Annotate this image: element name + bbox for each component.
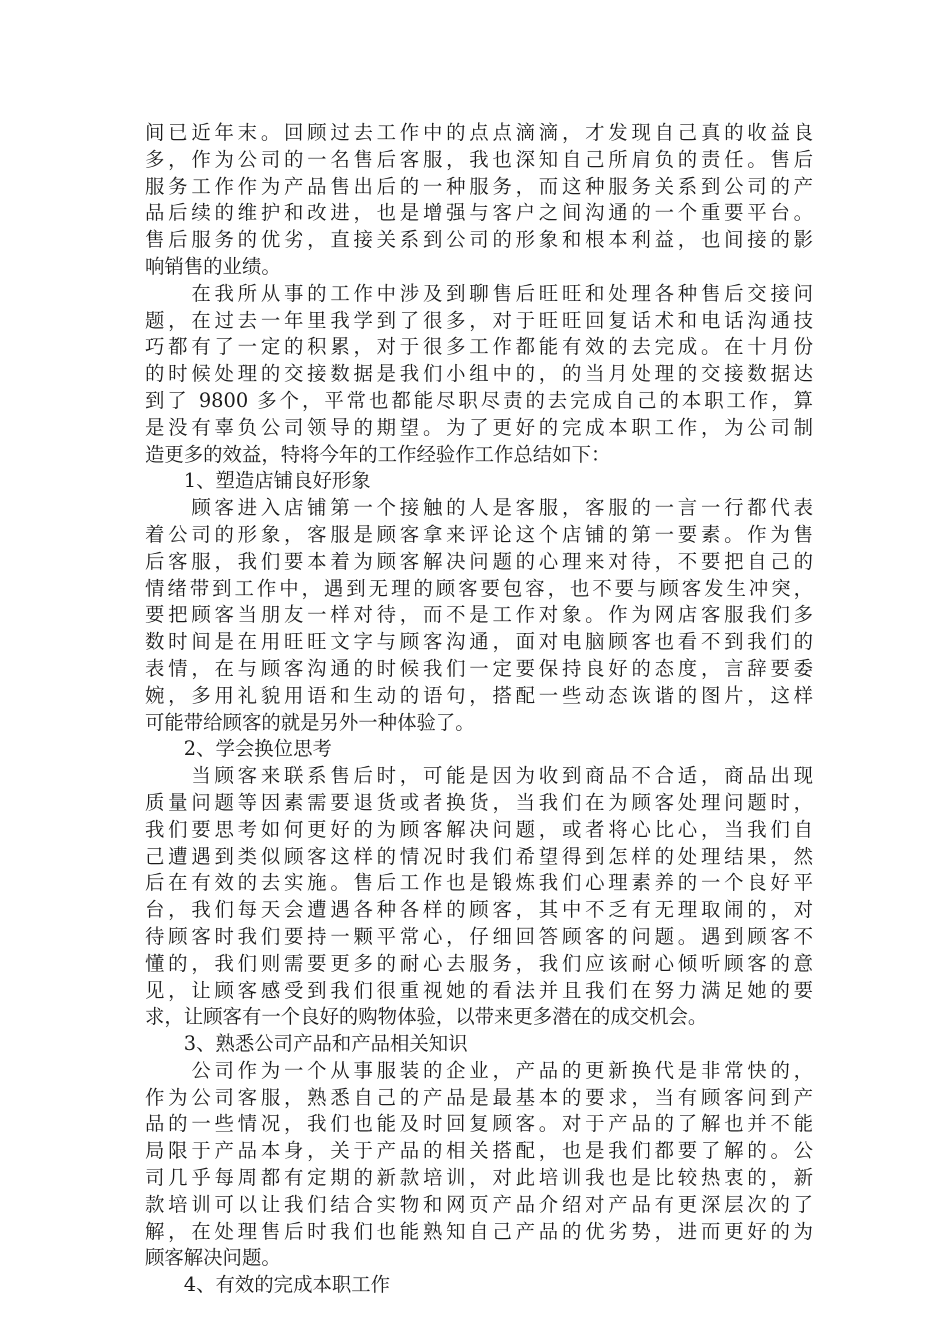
text-line: 顾客进入店铺第一个接触的人是客服，客服的一言一行都代表 [145,496,813,520]
text-line: 服务工作作为产品售出后的一种服务，而这种服务关系到公司的产 [145,174,813,198]
text-line: 解，在处理售后时我们也能熟知自己产品的优劣势，进而更好的为 [145,1219,813,1243]
text-line: 作为公司客服，熟悉自己的产品是最基本的要求，当有顾客问到产 [145,1085,813,1109]
text-line: 间已近年末。回顾过去工作中的点点滴滴，才发现自己真的收益良 [145,121,813,144]
text-line: 品后续的维护和改进，也是增强与客户之间沟通的一个重要平台。 [145,201,813,225]
text-line: 巧都有了一定的积累，对于很多工作都能有效的去完成。在十月份 [145,335,813,359]
text-line: 品的一些情况，我们也能及时回复顾客。对于产品的了解也并不能 [145,1112,813,1136]
text-line: 售后服务的优劣，直接关系到公司的形象和根本利益，也间接的影 [145,228,813,252]
text-line: 响销售的业绩。 [145,254,281,278]
text-line: 到了 9800 多个，平常也都能尽职尽责的去完成自己的本职工作，算 [145,388,813,412]
text-line: 造更多的效益，特将今年的工作经验作工作总结如下： [145,442,611,466]
text-line: 可能带给顾客的就是另外一种体验了。 [145,710,475,734]
text-line: 题，在过去一年里我学到了很多，对于旺旺回复话术和电话沟通技 [145,308,813,332]
text-line: 司几乎每周都有定期的新款培训，对此培训我也是比较热衷的，新 [145,1166,813,1190]
text-line: 的时候处理的交接数据是我们小组中的，的当月处理的交接数据达 [145,362,813,386]
text-line: 待顾客时我们要持一颗平常心，仔细回答顾客的问题。遇到顾客不 [145,924,813,948]
text-line: 2、学会换位思考 [145,737,332,761]
text-line: 4、有效的完成本职工作 [145,1273,391,1297]
text-line: 后在有效的去实施。售后工作也是锻炼我们心理素养的一个良好平 [145,871,813,895]
text-line: 局限于产品本身，关于产品的相关搭配，也是我们都要了解的。公 [145,1139,813,1163]
text-line: 顾客解决问题。 [145,1246,281,1270]
text-line: 质量问题等因素需要退货或者换货，当我们在为顾客处理问题时， [145,790,813,814]
text-line: 1、塑造店铺良好形象 [145,469,371,493]
text-line: 多，作为公司的一名售后客服，我也深知自己所肩负的责任。售后 [145,147,813,171]
text-line: 情绪带到工作中，遇到无理的顾客要包容，也不要与顾客发生冲突， [145,576,813,600]
text-line: 款培训可以让我们结合实物和网页产品介绍对产品有更深层次的了 [145,1192,813,1216]
text-line: 己遭遇到类似顾客这样的情况时我们希望得到怎样的处理结果，然 [145,844,813,868]
text-line: 在我所从事的工作中涉及到聊售后旺旺和处理各种售后交接问 [145,281,813,305]
text-line: 当顾客来联系售后时，可能是因为收到商品不合适，商品出现 [145,764,813,788]
text-line: 表情，在与顾客沟通的时候我们一定要保持良好的态度，言辞要委 [145,656,813,680]
text-line: 懂的，我们则需要更多的耐心去服务，我们应该耐心倾听顾客的意 [145,951,813,975]
text-line: 台，我们每天会遭遇各种各样的顾客，其中不乏有无理取闹的，对 [145,898,813,922]
text-line: 是没有辜负公司领导的期望。为了更好的完成本职工作，为公司制 [145,415,813,439]
text-line: 要把顾客当朋友一样对待，而不是工作对象。作为网店客服我们多 [145,603,813,627]
text-line: 见，让顾客感受到我们很重视她的看法并且我们在努力满足她的要 [145,978,813,1002]
text-line: 3、熟悉公司产品和产品相关知识 [145,1032,468,1056]
text-line: 着公司的形象，客服是顾客拿来评论这个店铺的第一要素。作为售 [145,522,813,546]
text-line: 数时间是在用旺旺文字与顾客沟通，面对电脑顾客也看不到我们的 [145,630,813,654]
document-body [145,120,813,1299]
text-line: 我们要思考如何更好的为顾客解决问题，或者将心比心，当我们自 [145,817,813,841]
text-line: 后客服，我们要本着为顾客解决问题的心理来对待，不要把自己的 [145,549,813,573]
text-line: 公司作为一个从事服装的企业，产品的更新换代是非常快的， [145,1058,813,1082]
text-line: 求，让顾客有一个良好的购物体验，以带来更多潜在的成交机会。 [145,1005,708,1029]
text-line: 婉，多用礼貌用语和生动的语句，搭配一些动态诙谐的图片，这样 [145,683,813,707]
